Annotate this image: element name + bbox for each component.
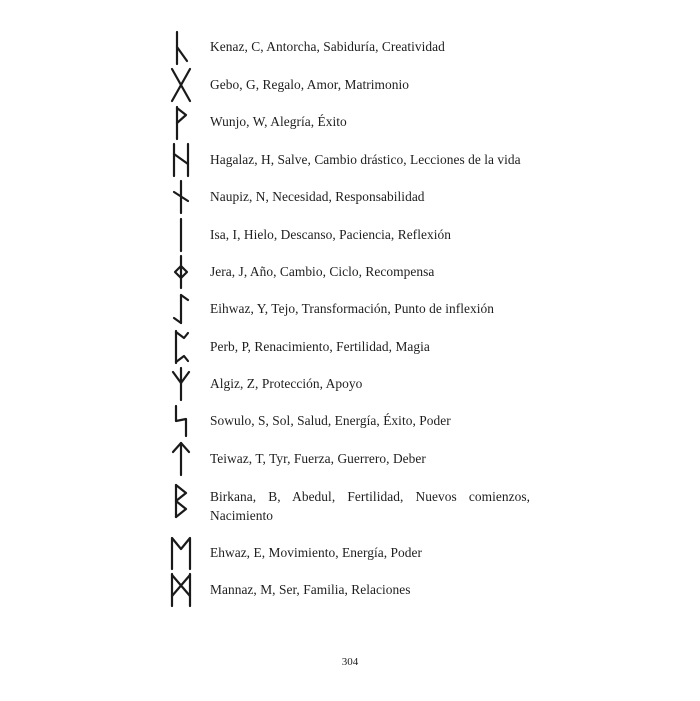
rune-description: Sowulo, S, Sol, Salud, Energía, Éxito, Poder <box>210 413 451 428</box>
rune-description: Mannaz, M, Ser, Familia, Relaciones <box>210 582 411 597</box>
rune-description: Ehwaz, E, Movimiento, Energía, Poder <box>210 545 423 560</box>
hagalaz-rune-icon <box>168 142 194 178</box>
rune-description: Kenaz, C, Antorcha, Sabiduría, Creatividad <box>210 39 445 54</box>
kenaz-rune-icon <box>168 30 194 66</box>
gebo-rune-icon <box>168 67 194 103</box>
rune-description: Hagalaz, H, Salve, Cambio drástico, Lecciones de la vida <box>210 152 521 167</box>
teiwaz-rune-icon <box>168 441 194 477</box>
rune-description: Wunjo, W, Alegría, Éxito <box>210 114 347 129</box>
rune-description: Eihwaz, Y, Tejo, Transformación, Punto de inflexión <box>210 301 495 316</box>
perb-rune-icon <box>168 329 194 365</box>
rune-description: Isa, I, Hielo, Descanso, Paciencia, Reflexión <box>210 227 451 242</box>
algiz-rune-icon <box>168 366 194 402</box>
rune-description: Jera, J, Año, Cambio, Ciclo, Recompensa <box>210 264 435 279</box>
eihwaz-rune-icon <box>168 291 194 327</box>
birkana-rune-icon <box>168 483 194 519</box>
jera-rune-icon <box>168 254 194 290</box>
mannaz-rune-icon <box>168 572 194 608</box>
sowulo-rune-icon <box>168 403 194 439</box>
page-number: 304 <box>341 656 359 668</box>
rune-description: Gebo, G, Regalo, Amor, Matrimonio <box>210 77 409 92</box>
naupiz-rune-icon <box>168 179 194 215</box>
rune-description: Perb, P, Renacimiento, Fertilidad, Magia <box>210 339 430 354</box>
ehwaz-rune-icon <box>168 535 194 571</box>
wunjo-rune-icon <box>168 105 194 141</box>
rune-description: Naupiz, N, Necesidad, Responsabilidad <box>210 189 425 204</box>
rune-description: Teiwaz, T, Tyr, Fuerza, Guerrero, Deber <box>210 451 426 466</box>
isa-rune-icon <box>168 217 194 253</box>
rune-description: Algiz, Z, Protección, Apoyo <box>210 376 363 391</box>
rune-description: Birkana, B, Abedul, Fertilidad, Nuevos comienzos, Nacimiento <box>210 489 530 523</box>
